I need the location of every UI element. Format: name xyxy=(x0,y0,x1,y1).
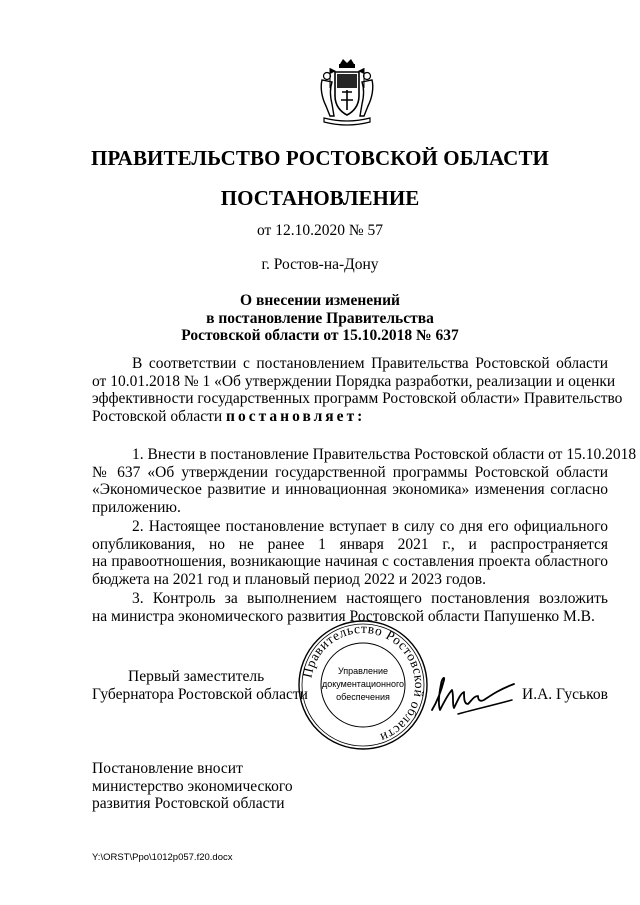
submitted-by-line: министерство экономического xyxy=(92,777,293,795)
seal-center-line: Управление xyxy=(337,666,389,676)
text-line: «Экономическое развитие и инновационная экономика» изменения согласно xyxy=(92,481,608,499)
handwritten-signature-icon xyxy=(428,670,518,718)
submitted-by-line: развития Ростовской области xyxy=(92,795,285,813)
subject-line: в постановление Правительства xyxy=(206,309,434,327)
submitted-by-note xyxy=(92,760,293,813)
preamble-paragraph xyxy=(92,355,623,425)
text-line: от 10.01.2018 № 1 «Об утверждении Порядка разработки, реализации и оценки xyxy=(92,372,616,390)
text-line: Ростовской области постановляет: xyxy=(92,407,366,425)
text-line: на правоотношения, возникающие начиная с составления проекта областного xyxy=(92,553,608,571)
text-line: № 637 «Об утверждении государственной программы Ростовской области xyxy=(92,463,608,481)
coat-of-arms-icon xyxy=(316,58,378,126)
subject-line: О внесении изменений xyxy=(240,292,400,309)
official-seal-icon xyxy=(296,618,430,752)
text-line: приложению. xyxy=(92,498,181,516)
seal-ring-text: Правительство Ростовской области xyxy=(299,620,428,746)
file-path: Y:\ORST\Ppo\1012p057.f20.docx xyxy=(92,852,233,863)
organization-name: ПРАВИТЕЛЬСТВО РОСТОВСКОЙ ОБЛАСТИ xyxy=(91,146,549,170)
document-subject xyxy=(0,292,640,345)
decree-item-2 xyxy=(92,518,608,588)
subject-line: Ростовской области от 15.10.2018 № 637 xyxy=(181,327,459,345)
signatory-title-line: Губернатора Ростовской области xyxy=(92,685,308,703)
document-type: ПОСТАНОВЛЕНИЕ xyxy=(220,186,420,210)
text-line: опубликования, но не ранее 1 января 2021 г., и распространяется xyxy=(92,535,608,553)
text-line: на министра экономического развития Ростовской области Папушенко М.В. xyxy=(92,607,595,625)
text-line: 2. Настоящее постановление вступает в силу со дня его официального xyxy=(132,518,608,535)
decides-word: постановляет: xyxy=(226,407,366,425)
signatory-title xyxy=(92,668,308,703)
seal-center-line: документационного xyxy=(321,679,405,689)
text-line: 3. Контроль за выполнением настоящего постановления возложить xyxy=(132,590,608,607)
document-date-number: от 12.10.2020 № 57 xyxy=(257,222,383,239)
text-line: В соответствии с постановлением Правительства Ростовской области xyxy=(132,355,608,372)
signatory-title-line: Первый заместитель xyxy=(128,668,265,685)
document-city: г. Ростов-на-Дону xyxy=(261,256,379,273)
submitted-by-line: Постановление вносит xyxy=(92,760,243,777)
text-line: 1. Внести в постановление Правительства Ростовской области от 15.10.2018 xyxy=(132,446,637,463)
text-line: эффективности государственных программ Ростовской области» Правительство xyxy=(92,390,623,408)
decree-item-1 xyxy=(92,446,637,516)
seal-center-line: обеспечения xyxy=(336,692,390,702)
signatory-name: И.А. Гуськов xyxy=(522,686,608,703)
text-line: бюджета на 2021 год и плановый период 2022 и 2023 годов. xyxy=(92,570,486,588)
